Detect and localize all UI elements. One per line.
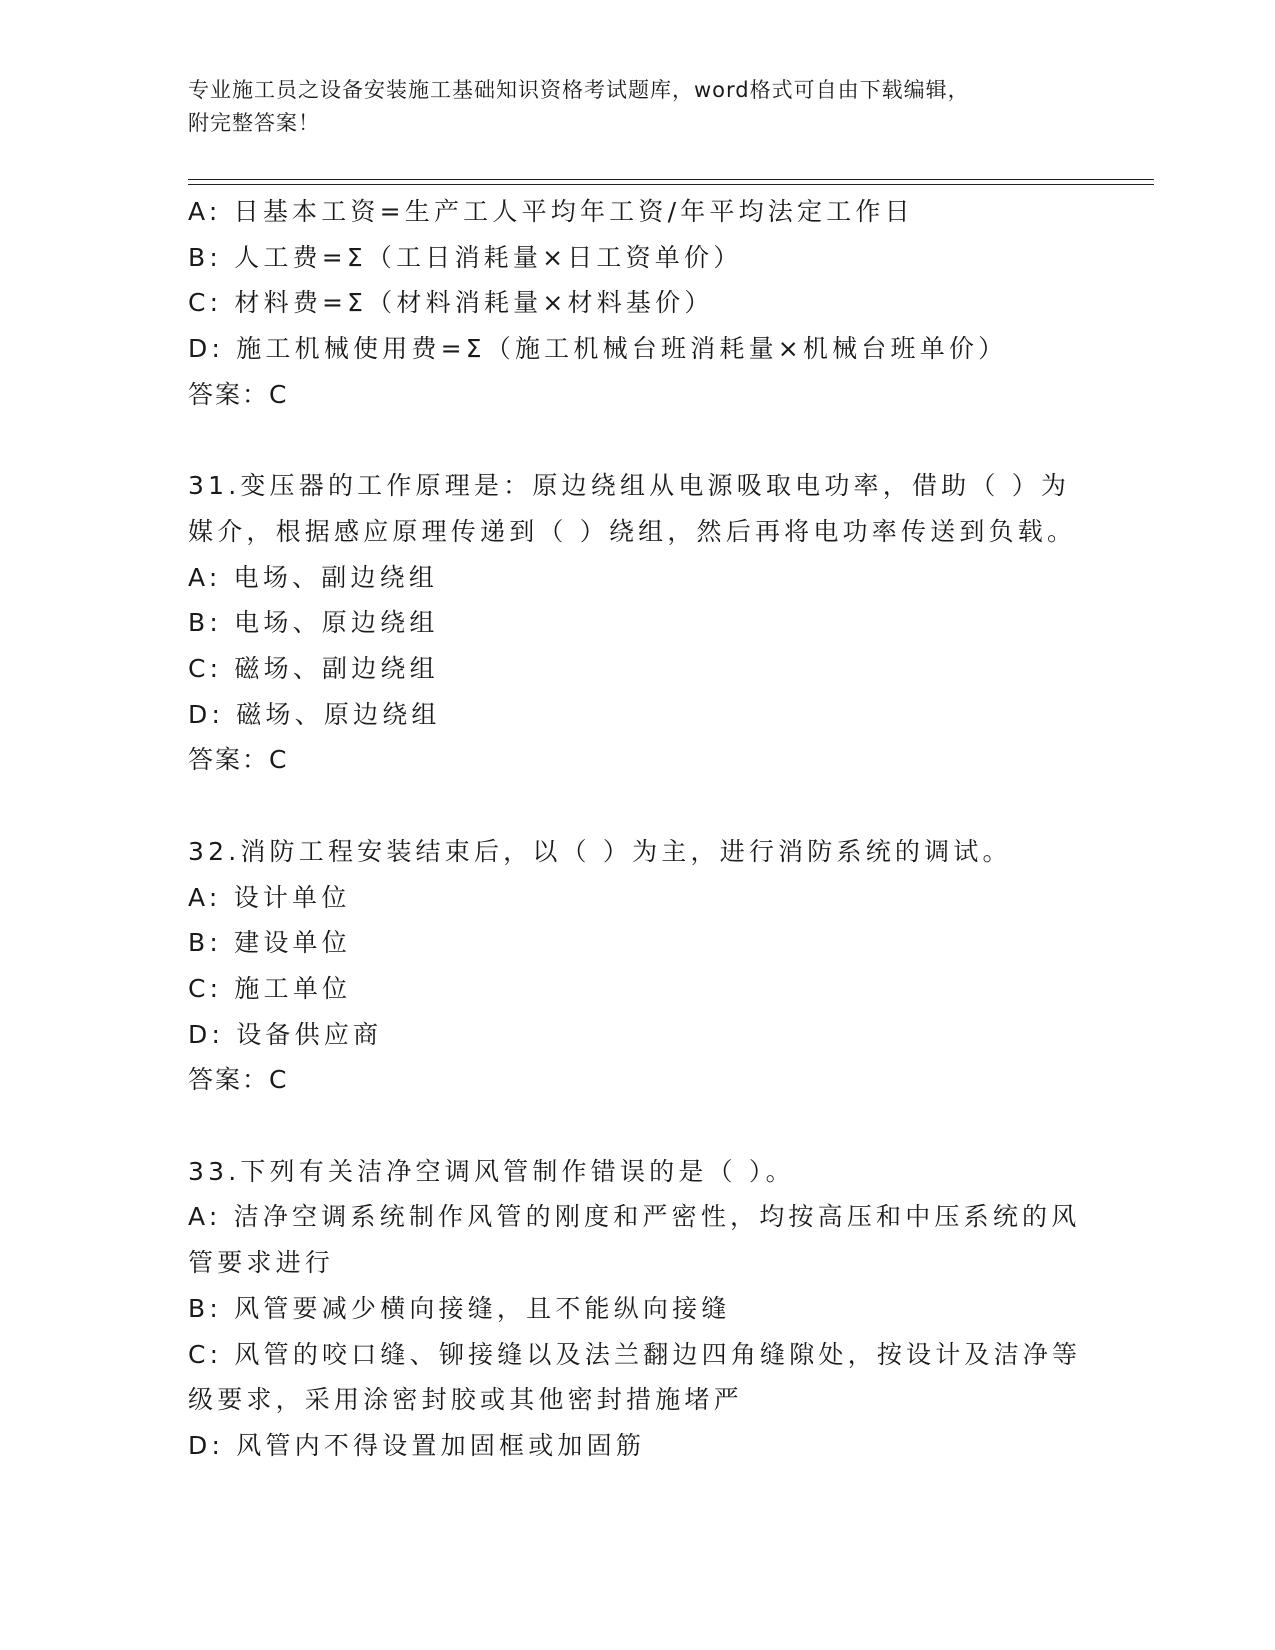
option-d: D: 风管内不得设置加固框或加固筋 [188,1430,646,1460]
option-c: C: 施工单位 [188,973,352,1003]
spacer [188,1103,1088,1149]
header-divider-bottom [188,184,1154,185]
option-b: B: 人工费=Σ（工日消耗量×日工资单价） [188,242,743,272]
header-line-2: 附完整答案！ [188,111,320,135]
answer: 答案：C [188,1065,289,1095]
option-a: A: 电场、副边绕组 [188,562,439,592]
option-d: D: 设备供应商 [188,1019,383,1049]
option-c: C: 材料费=Σ（材料消耗量×材料基价） [188,288,714,318]
option-a: A: 日基本工资=生产工人平均年工资/年平均法定工作日 [188,197,914,226]
header-divider-top [188,179,1154,180]
option-c: C: 磁场、副边绕组 [188,654,439,684]
spacer [188,783,1088,829]
question-list [188,189,1088,1469]
option-b: B: 建设单位 [188,928,351,958]
question-stem-line-2: 媒介，根据感应原理传递到（ ）绕组，然后再将电功率传送到负载。 [188,516,1077,546]
question-31 [188,463,1088,783]
option-b: B: 电场、原边绕组 [188,608,439,638]
option-a: A: 设计单位 [188,882,351,912]
spacer [188,418,1088,464]
option-d: D: 施工机械使用费=Σ（施工机械台班消耗量×机械台班单价） [188,334,1008,364]
option-c-line-1: C: 风管的咬口缝、铆接缝以及法兰翻边四角缝隙处，按设计及洁净等 [188,1339,1082,1369]
question-32 [188,829,1088,1103]
option-c-line-2: 级要求，采用涂密封胶或其他密封措施堵严 [188,1385,743,1415]
question-30 [188,189,1088,418]
option-b: B: 风管要减少横向接缝，且不能纵向接缝 [188,1293,731,1323]
answer: 答案：C [188,379,289,409]
question-33 [188,1149,1088,1469]
option-a-line-1: A: 洁净空调系统制作风管的刚度和严密性，均按高压和中压系统的风 [188,1202,1081,1232]
answer: 答案：C [188,745,289,775]
header-line-1: 专业施工员之设备安装施工基础知识资格考试题库，word格式可自由下载编辑， [188,78,970,102]
option-d: D: 磁场、原边绕组 [188,699,441,729]
document-header [188,74,1068,140]
question-stem: 33.下列有关洁净空调风管制作错误的是（ ）。 [188,1156,795,1186]
option-a-line-2: 管要求进行 [188,1248,335,1278]
question-stem-line-1: 31.变压器的工作原理是：原边绕组从电源吸取电功率，借助（ ）为 [188,471,1071,501]
question-stem: 32.消防工程安装结束后，以（ ）为主，进行消防系统的调试。 [188,836,1012,866]
